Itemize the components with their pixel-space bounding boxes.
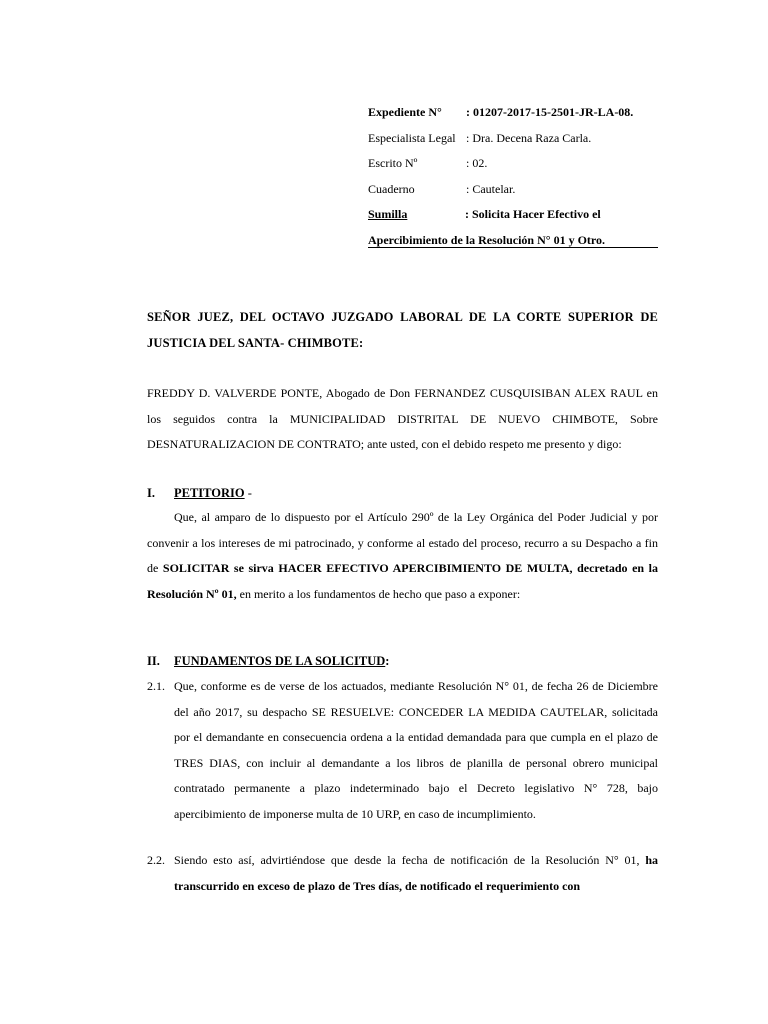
item-2-2-text — [174, 848, 658, 899]
escrito-value: : 02. — [466, 156, 488, 170]
cuaderno-label: Cuaderno — [368, 181, 415, 196]
item-2-2-number: 2.2. — [147, 853, 165, 867]
sumilla-value: : Solicita Hacer Efectivo el — [465, 207, 601, 221]
item-2-1-text: Que, conforme es de verse de los actuados, mediante Resolución N° 01, de fecha 26 de Diciembre del año 2017, su despacho SE RESUELVE: CONCEDER LA MEDIDA CAUTELAR, solicitada por el demandante en consecuencia ordena a la entidad demandada para que cumpla en el plazo de TRES DIAS, con incluir al demandante a los libros de planilla de personal obrero municipal contratado permanente a plazo indeterminado bajo el Decreto legislativo N° 728, bajo apercibimiento de imponerse multa de 10 URP, en caso de incumplimiento. — [174, 679, 658, 821]
court-address: SEÑOR JUEZ, DEL OCTAVO JUZGADO LABORAL DE LA CORTE SUPERIOR DE JUSTICIA DEL SANTA- CHIMBOTE: — [147, 310, 658, 350]
especialista-label: Especialista Legal — [368, 130, 456, 145]
expediente-label: Expediente N° — [368, 105, 442, 119]
especialista-row — [368, 126, 658, 152]
header-rule — [368, 247, 658, 248]
section-1-title-wrap — [174, 483, 252, 503]
sumilla-label: Sumilla — [368, 207, 408, 221]
section-1-text-bold: SOLICITAR se sirva HACER EFECTIVO APERCIBIMIENTO DE MULTA, decretado en la Resolución Nº 01, — [147, 561, 658, 601]
sumilla-line2: Apercibimiento de la Resolución N° 01 y Otro. — [368, 232, 606, 247]
section-1-text-b: en merito a los fundamentos de hecho que paso a exponer: — [236, 586, 521, 601]
escrito-row — [368, 151, 658, 177]
sumilla-line2-row — [368, 228, 658, 254]
intro-paragraph: FREDDY D. VALVERDE PONTE, Abogado de Don FERNANDEZ CUSQUISIBAN ALEX RAUL en los seguidos contra la MUNICIPALIDAD DISTRITAL DE NUEVO CHIMBOTE, Sobre DESNATURALIZACION DE CONTRATO; ante usted, con el debido respeto me presento y digo: — [147, 386, 658, 451]
case-header — [368, 100, 658, 253]
section-2-title-wrap — [174, 651, 389, 671]
item-2-2-text-a: Siendo esto así, advirtiéndose que desde la fecha de notificación de la Resolución N° 01, — [174, 853, 646, 867]
section-1-text-a: Que, al amparo de lo dispuesto por el Artículo 290º de la Ley Orgánica del Poder Judicial y por convenir a los intereses de mi patrocinado, y conforme al estado del proceso, recurro a su Despacho a fin de — [147, 510, 658, 575]
section-1-number: I. — [147, 486, 155, 500]
sumilla-row — [368, 202, 658, 228]
section-1-title-suffix: - — [244, 486, 252, 500]
especialista-value: : Dra. Decena Raza Carla. — [466, 130, 592, 145]
escrito-label: Escrito Nº — [368, 156, 418, 170]
expediente-row — [368, 100, 658, 126]
cuaderno-row — [368, 177, 658, 203]
expediente-value: : 01207-2017-15-2501-JR-LA-08. — [466, 105, 634, 119]
section-1-paragraph — [147, 505, 658, 607]
section-1-title: PETITORIO — [174, 486, 245, 500]
section-2-number: II. — [147, 654, 160, 668]
cuaderno-value: : Cautelar. — [466, 181, 516, 196]
item-2-1-number: 2.1. — [147, 679, 165, 693]
item-2-2-text-bold: ha transcurrido en exceso de plazo de Tres días, de notificado el requerimiento con — [174, 853, 658, 893]
section-2-title-suffix: : — [385, 654, 390, 668]
section-2-title: FUNDAMENTOS DE LA SOLICITUD — [174, 654, 386, 668]
